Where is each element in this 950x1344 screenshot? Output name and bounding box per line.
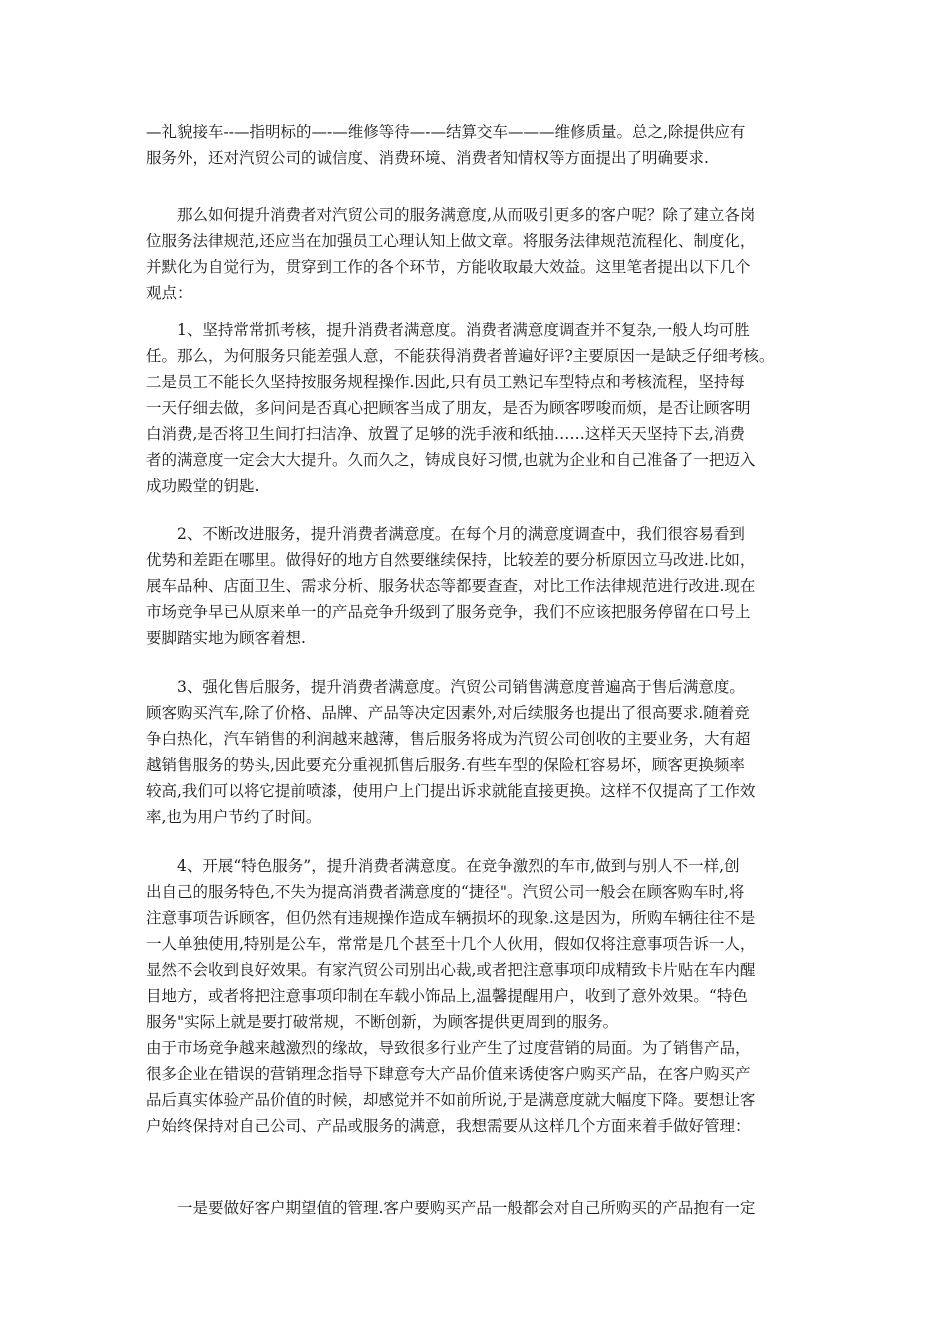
text-line: 市场竞争早已从原来单一的产品竞争升级到了服务竞争，我们不应该把服务停留在口号上 — [146, 603, 751, 621]
text-line: 那么如何提升消费者对汽贸公司的服务满意度,从而吸引更多的客户呢？除了建立各岗 — [146, 206, 756, 224]
paragraph-2 — [146, 202, 810, 306]
text-line: 很多企业在错误的营销理念指导下肆意夸大产品价值来诱使客户购买产品，在客户购买产 — [146, 1065, 751, 1083]
text-line: 成功殿堂的钥匙. — [146, 477, 260, 495]
text-line: 2、不断改进服务，提升消费者满意度。在每个月的满意度调查中，我们很容易看到 — [146, 525, 745, 543]
text-line: 二是员工不能长久坚持按服务规程操作.因此,只有员工熟记车型特点和考核流程，坚持每 — [146, 373, 745, 391]
text-line: 率,也为用户节约了时间。 — [146, 808, 322, 826]
paragraph-point-3 — [146, 674, 810, 830]
text-line: 观点： — [146, 284, 193, 302]
text-line: 出自己的服务特色,不失为提高消费者满意度的“捷径"。汽贸公司一般会在顾客购车时,将 — [146, 883, 745, 901]
text-line: 任。那么，为何服务只能差强人意，不能获得消费者普遍好评?主要原因一是缺乏仔细考核。 — [146, 347, 775, 365]
text-line: 品后真实体验产品价值的时候，却感觉并不如前所说,于是满意度就大幅度下降。要想让客 — [146, 1091, 756, 1109]
text-line: 并默化为自觉行为，贯穿到工作的各个环节，方能收取最大效益。这里笔者提出以下几个 — [146, 258, 751, 276]
text-line: 由于市场竞争越来越激烈的缘故，导致很多行业产生了过度营销的局面。为了销售产品， — [146, 1039, 751, 1057]
text-line: 越销售服务的势头,因此要充分重视抓售后服务.有些车型的保险杠容易坏，顾客更换频率 — [146, 756, 745, 774]
text-line: 争白热化，汽车销售的利润越来越薄，售后服务将成为汽贸公司创收的主要业务，大有超 — [146, 730, 751, 748]
text-line: 者的满意度一定会大大提升。久而久之，铸成良好习惯,也就为企业和自己准备了一把迈入 — [146, 451, 756, 469]
text-line: 注意事项告诉顾客，但仍然有违规操作造成车辆损坏的现象.这是因为，所购车辆往往不是 — [146, 909, 756, 927]
text-line: 展车品种、店面卫生、需求分析、服务状态等都要查查，对比工作法律规范进行改进.现在 — [146, 577, 756, 595]
text-line: 目地方，或者将把注意事项印制在车载小饰品上,温馨提醒用户，收到了意外效果。“特色 — [146, 987, 748, 1005]
paragraph-point-2 — [146, 521, 810, 651]
text-line: 3、强化售后服务，提升消费者满意度。汽贸公司销售满意度普遍高于售后满意度。 — [146, 678, 745, 696]
text-line: 户始终保持对自己公司、产品或服务的满意，我想需要从这样几个方面来着手做好管理： — [146, 1117, 751, 1135]
text-line: 优势和差距在哪里。做得好的地方自然要继续保持，比较差的要分析原因立马改进.比如， — [146, 551, 756, 569]
text-line: 白消费,是否将卫生间打扫洁净、放置了足够的洗手液和纸抽……这样天天坚持下去,消费 — [146, 425, 745, 443]
paragraph-point-4 — [146, 853, 810, 1139]
text-line: 一人单独使用,特别是公车，常常是几个甚至十几个人伙用，假如仅将注意事项告诉一人， — [146, 935, 756, 953]
text-line: 1、坚持常常抓考核，提升消费者满意度。消费者满意度调查并不复杂,一般人均可胜 — [146, 321, 750, 339]
text-line: 一天仔细去做，多问问是否真心把顾客当成了朋友，是否为顾客啰唆而烦，是否让顾客明 — [146, 399, 751, 417]
text-line: 服务外，还对汽贸公司的诚信度、消费环境、消费者知情权等方面提出了明确要求. — [146, 149, 709, 167]
text-line: 要脚踏实地为顾客着想. — [146, 629, 306, 647]
text-line: —礼貌接车--—指明标的—-—维修等待—-—结算交车———维修质量。总之,除提供应有 — [146, 123, 746, 141]
text-line: 一是要做好客户期望值的管理.客户要购买产品一般都会对自己所购买的产品抱有一定 — [146, 1199, 756, 1217]
paragraph-point-1 — [146, 317, 810, 499]
text-line: 位服务法律规范,还应当在加强员工心理认知上做文章。将服务法律规范流程化、制度化， — [146, 232, 756, 250]
text-line: 顾客购买汽车,除了价格、品牌、产品等决定因素外,对后续服务也提出了很高要求.随着竞 — [146, 704, 750, 722]
text-line: 4、开展“特色服务”，提升消费者满意度。在竞争激烈的车市,做到与别人不一样,创 — [146, 857, 740, 875]
text-line: 服务"实际上就是要打破常规，不断创新，为顾客提供更周到的服务。 — [146, 1013, 619, 1031]
paragraph-1 — [146, 119, 810, 171]
paragraph-customer-expectation — [146, 1195, 810, 1221]
text-line: 较高,我们可以将它提前喷漆，使用户上门提出诉求就能直接更换。这样不仅提高了工作效 — [146, 782, 756, 800]
text-line: 显然不会收到良好效果。有家汽贸公司别出心裁,或者把注意事项印成精致卡片贴在车内醒 — [146, 961, 756, 979]
